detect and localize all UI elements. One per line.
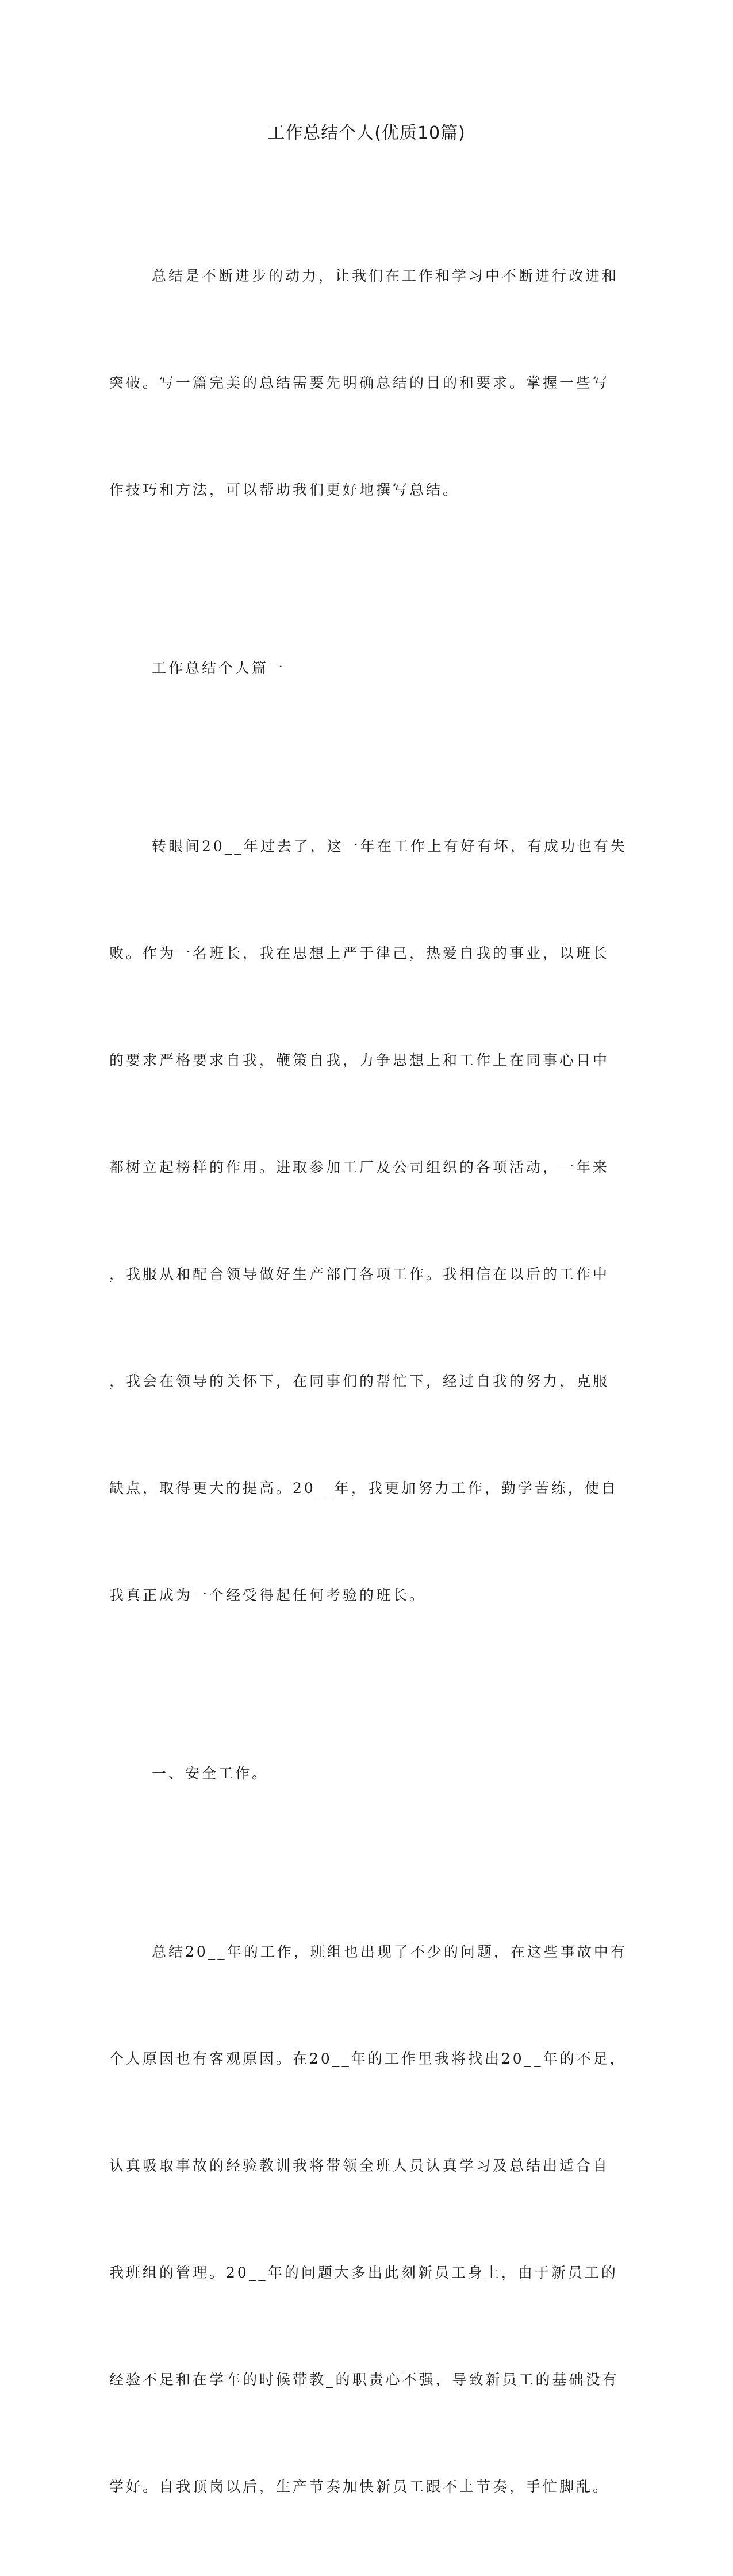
text-line: 个人原因也有客观原因。在20__年的工作里我将找出20__年的不足， bbox=[109, 2050, 627, 2067]
text-line: 认真吸取事故的经验教训我将带领全班人员认真学习及总结出适合自 bbox=[109, 2157, 610, 2174]
text-line: 转眼间20__年过去了，这一年在工作上有好有坏，有成功也有失 bbox=[152, 838, 627, 855]
section-heading-part-one bbox=[109, 579, 621, 757]
text-line: 总结是不断进步的动力，让我们在工作和学习中不断进行改进和 bbox=[152, 267, 619, 284]
text-line: 经验不足和在学车的时候带教_的职责心不强，导致新员工的基础没有 bbox=[109, 2371, 619, 2388]
text-line: 的要求严格要求自我，鞭策自我，力争思想上和工作上在同事心目中 bbox=[109, 1052, 610, 1069]
text-line: 败。作为一名班长，我在思想上严于律己，热爱自我的事业，以班长 bbox=[109, 945, 610, 962]
text-line: 我真正成为一个经受得起任何考验的班长。 bbox=[109, 1587, 427, 1603]
paragraph-review bbox=[109, 757, 627, 1685]
text-line: ，我服从和配合领导做好生产部门各项工作。我相信在以后的工作中 bbox=[109, 1266, 610, 1283]
paragraph-intro bbox=[109, 187, 621, 579]
text-line: 学好。自我顶岗以后，生产节奏加快新员工跟不上节奏，手忙脚乱。 bbox=[109, 2478, 610, 2495]
text-line: 突破。写一篇完美的总结需要先明确总结的目的和要求。掌握一些写 bbox=[109, 374, 610, 391]
text-line: 总结20__年的工作，班组也出现了不少的问题，在这些事故中有 bbox=[152, 1943, 627, 1960]
text-line: 一、安全工作。 bbox=[152, 1765, 269, 1782]
section-heading-safety bbox=[109, 1685, 621, 1863]
text-line: 作技巧和方法，可以帮助我们更好地撰写总结。 bbox=[109, 481, 460, 498]
document-title: 工作总结个人(优质10篇) bbox=[267, 123, 466, 143]
paragraph-safety bbox=[109, 1863, 627, 2576]
text-line: 我班组的管理。20__年的问题大多出此刻新员工身上，由于新员工的 bbox=[109, 2264, 618, 2281]
text-line: 缺点，取得更大的提高。20__年，我更加努力工作，勤学苦练，使自 bbox=[109, 1480, 618, 1496]
text-line: 都树立起榜样的作用。进取参加工厂及公司组织的各项活动，一年来 bbox=[109, 1159, 610, 1176]
text-line: 工作总结个人篇一 bbox=[152, 660, 286, 676]
text-line: ，我会在领导的关怀下，在同事们的帮忙下，经过自我的努力，克服 bbox=[109, 1373, 610, 1390]
document-body bbox=[109, 187, 627, 2576]
